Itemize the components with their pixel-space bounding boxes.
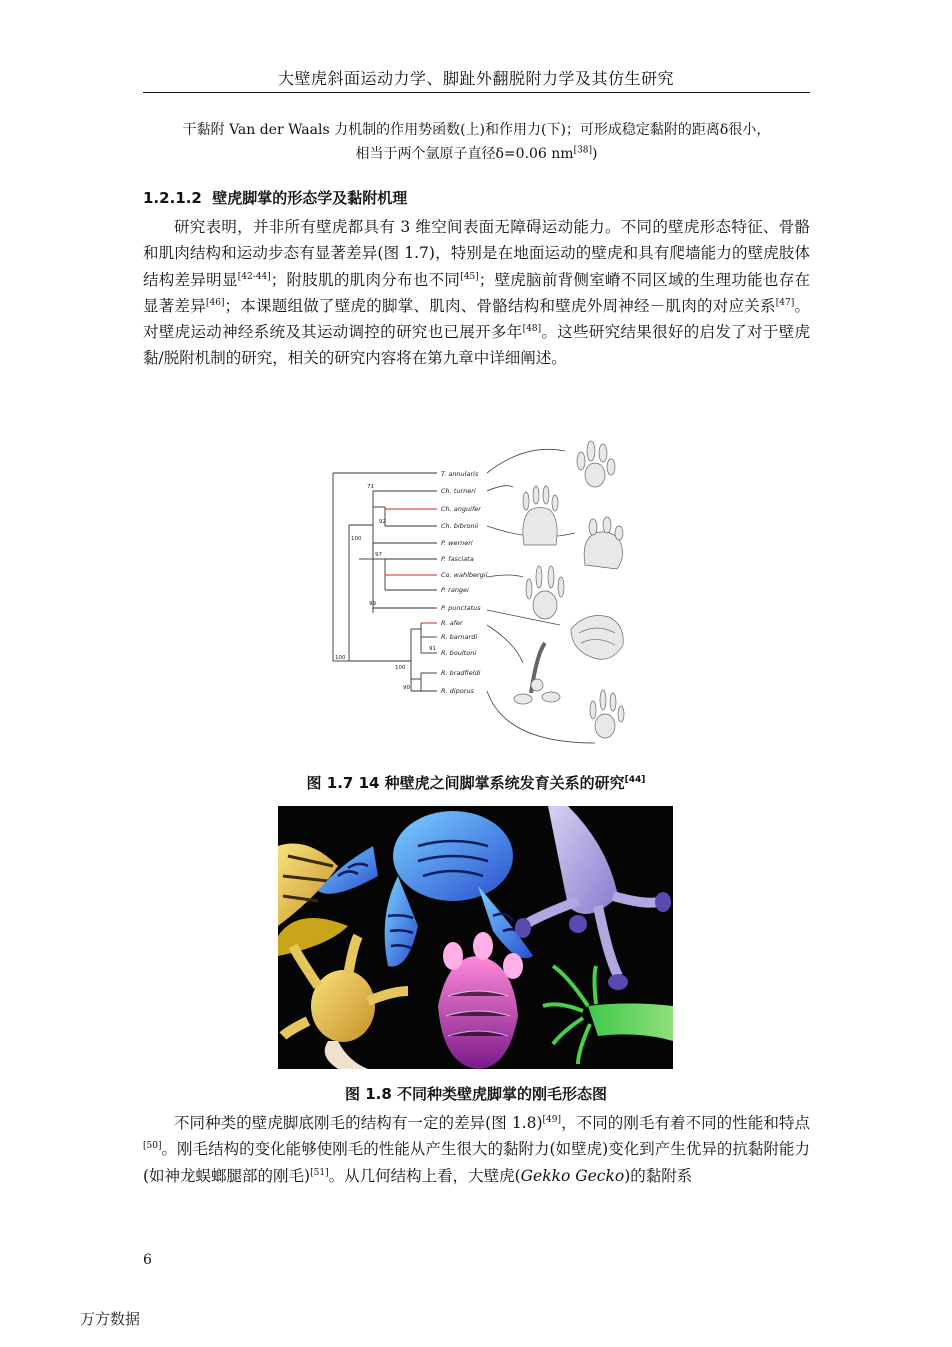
figure-1-8-caption: 图 1.8 不同种类壁虎脚掌的刚毛形态图 [344,1085,608,1103]
caption-line-2: 相当于两个氩原子直径δ=0.06 nm[38]) [355,145,598,162]
taxon-label: T. annularis [441,470,479,478]
citation: [47] [775,297,795,308]
taxon-label: R. diporus [441,687,474,695]
taxon-label: P. punctatus [441,604,481,612]
support-value: 91 [429,646,436,652]
phylogeny-figure [325,433,635,763]
page-number: 6 [143,1252,152,1268]
running-header: 大壁虎斜面运动力学、脚趾外翻脱附力学及其仿生研究 [277,69,674,88]
species-name: Gekko Gecko [520,1166,625,1185]
citation: [42-44] [237,271,271,282]
section-title: 壁虎脚掌的形态学及黏附机理 [212,189,408,207]
taxon-label: Ch. turneri [441,487,476,495]
watermark: 万方数据 [80,1310,141,1328]
paragraph-1: 研究表明，并非所有壁虎都具有 3 维空间表面无障碍运动能力。不同的壁虎形态特征、骨骼和肌肉结构和运动步态有显著差异(图 1.7)，特别是在地面运动的壁虎和具有爬墙能力的壁虎肢体结构差异明显[42-44]；附肢肌的肌肉分布也不同[45]；壁虎脑前背侧室嵴不同区域的生理功能也存在显著差异[46]；本课题组做了壁虎的脚掌、肌肉、骨骼结构和壁虎外周神经－肌肉的对应关系[47]。对壁虎运动神经系统及其运动调控的研究也已展开多年[48]。这些研究结果很好的启发了对于壁虎黏/脱附机制的研究，相关的研究内容将在第九章中详细阐述。 [143,218,810,368]
citation: [38] [573,145,593,156]
taxon-label: R. afer [441,619,463,627]
citation: [48] [522,324,542,335]
citation: [51] [310,1167,329,1178]
paragraph-2: 不同种类的壁虎脚底刚毛的结构有一定的差异(图 1.8)[49]，不同的刚毛有着不同的性能和特点[50]。刚毛结构的变化能够使刚毛的性能从产生很大的黏附力(如壁虎)变化到产生优异的抗黏附能力(如神龙蜈螂腿部的刚毛)[51]。从几何结构上看，大壁虎(Gekko Gecko)的黏附系 [143,1114,810,1185]
support-value: 71 [367,484,374,490]
previous-figure-caption [143,118,810,166]
taxon-label: R. barnardi [441,633,478,641]
caption-line-1: 干黏附 Van der Waals 力机制的作用势函数(上)和作用力(下)；可形成稳定黏附的距离δ很小， [182,122,771,138]
support-value: 100 [335,655,346,661]
header-rule [143,92,810,93]
support-value: 99 [369,601,376,607]
figure-1-7-caption: 图 1.7 14 种壁虎之间脚掌系统发育关系的研究[44] [306,774,646,792]
citation: [45] [460,271,479,282]
citation: [44] [624,775,646,785]
taxon-label: Ch. bibronii [441,522,479,530]
citation: [50] [143,1141,162,1152]
taxon-label: P. werneri [441,539,473,547]
taxon-label: R. boultoni [441,649,477,657]
taxon-label: P. rangei [441,586,469,594]
taxon-label: Co. wahlbergii [441,571,488,579]
taxon-label: P. fasciata [441,555,474,563]
section-heading [143,187,407,208]
support-value: 92 [379,519,386,525]
setae-photo-figure [278,806,673,1069]
support-value: 100 [351,536,362,542]
support-value: 97 [375,552,382,558]
taxon-label: R. bradfieldi [441,669,481,677]
gecko-foot-drawings [514,441,624,738]
support-value: 90 [403,685,410,691]
taxon-label: Ch. anguifer [441,505,481,513]
citation: [46] [206,297,225,308]
citation: [49] [542,1114,562,1125]
support-value: 100 [395,665,406,671]
section-number: 1.2.1.2 [143,189,202,207]
